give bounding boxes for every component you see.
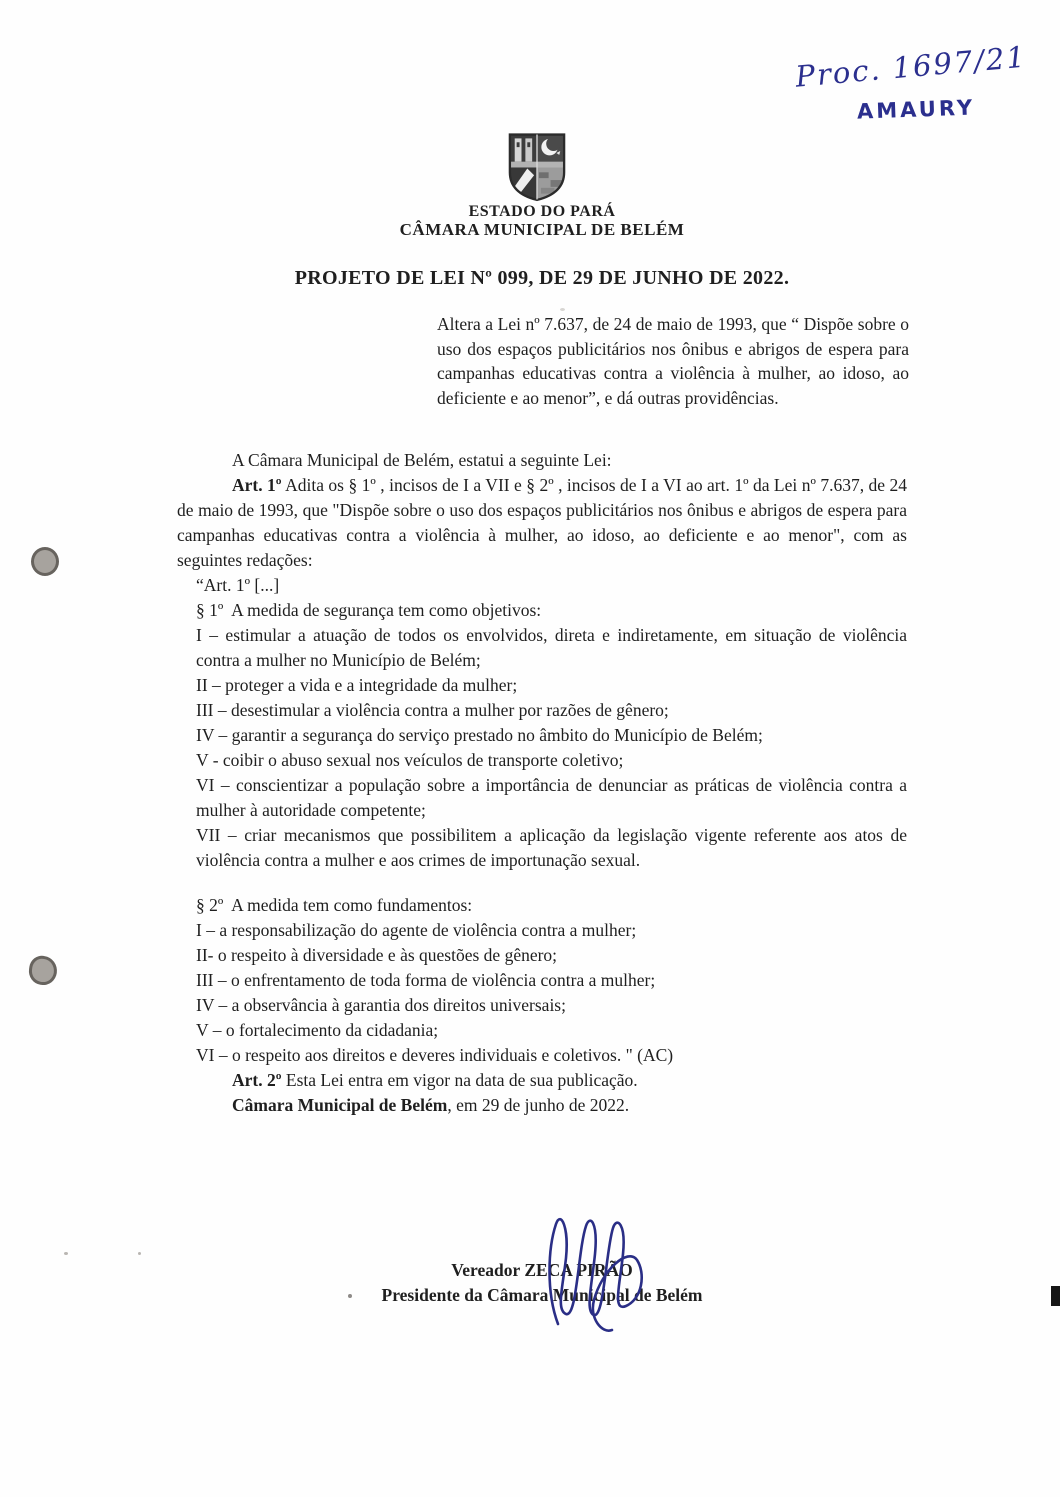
paragraph-1-heading (196, 598, 907, 623)
scan-speck (560, 308, 565, 311)
chamber-name: CÂMARA MUNICIPAL DE BELÉM (399, 220, 685, 239)
objetivo-item: IV – garantir a segurança do serviço prestado no âmbito do Município de Belém; (196, 725, 763, 745)
paragraph-2-label: § 2º (196, 895, 224, 915)
fundamento-item: II- o respeito à diversidade e às questões de gênero; (196, 945, 558, 965)
punch-hole-mark (27, 954, 59, 987)
article-2-text: Esta Lei entra em vigor na data de sua publicação. (285, 1070, 638, 1090)
objetivo-item: III – desestimular a violência contra a mulher por razões de gênero; (196, 700, 669, 720)
scan-edge-artifact (1051, 1286, 1060, 1306)
paragraph-1-text: A medida de segurança tem como objetivos: (231, 600, 542, 620)
article-2-label: Art. 2º (232, 1070, 282, 1090)
fundamento-item: VI – o respeito aos direitos e deveres individuais e coletivos. " (AC) (196, 1045, 674, 1065)
signer-name: Vereador ZECA PIRÃO (451, 1260, 633, 1280)
objetivo-item: VII – criar mecanismos que possibilitem a aplicação da legislação vigente referente aos atos de violência contra a mulher e aos crimes de importunação sexual. (196, 825, 907, 870)
ementa-paragraph: Altera a Lei nº 7.637, de 24 de maio de 1993, que “ Dispõe sobre o uso dos espaços publicitários nos ônibus e abrigos de espera para campanhas educativas contra a violência à mulher, ao idoso, ao deficiente e ao menor”, e dá outras providências. (437, 314, 909, 408)
punch-hole-mark (31, 547, 59, 576)
belem-coat-of-arms-icon (506, 131, 568, 202)
handwritten-annotation (794, 39, 1060, 124)
article-1-paragraph (177, 473, 907, 573)
article-1-label: Art. 1º (232, 475, 282, 495)
paragraph-1-label: § 1º (196, 600, 224, 620)
closing-date-line (177, 1093, 907, 1118)
closing-date: , em 29 de junho de 2022. (447, 1095, 630, 1115)
objetivo-item: I – estimular a atuação de todos os envolvidos, direta e indiretamente, em situação de violência contra a mulher no Município de Belém; (196, 625, 907, 670)
signer-role: Presidente da Câmara Municipal de Belém (381, 1285, 703, 1305)
article-1-text: Adita os § 1º , incisos de I a VII e § 2º , incisos de I a VI ao art. 1º da Lei nº 7.637, de 24 de maio de 1993, que "Dispõe sobre o uso dos espaços publicitários nos ônibus e abrigos de espera para campanhas educativas contra a violência à mulher, ao idoso, ao deficiente e ao menor", com as seguintes redações: (177, 475, 907, 570)
author-name-handwriting: AMAURY (856, 95, 976, 124)
document-title: PROJETO DE LEI Nº 099, DE 29 DE JUNHO DE 2022. (294, 267, 790, 289)
quote-opening-line: “Art. 1º [...] (196, 575, 280, 595)
objetivo-item: II – proteger a vida e a integridade da mulher; (196, 675, 518, 695)
paragraph-2-heading (196, 893, 907, 918)
process-number-handwriting: Proc. 1697/21 (794, 39, 1029, 94)
fundamento-item: III – o enfrentamento de toda forma de violência contra a mulher; (196, 970, 656, 990)
scan-speck (138, 1252, 141, 1255)
handwritten-signature (536, 1212, 648, 1338)
scan-speck (64, 1252, 68, 1255)
objetivo-item: V - coibir o abuso sexual nos veículos de transporte coletivo; (196, 750, 624, 770)
paragraph-2-text: A medida tem como fundamentos: (231, 895, 473, 915)
quoted-amendment-block (196, 573, 907, 1068)
state-name: ESTADO DO PARÁ (468, 203, 616, 220)
preamble-paragraph: A Câmara Municipal de Belém, estatui a seguinte Lei: (232, 450, 612, 470)
fundamento-item: IV – a observância à garantia dos direitos universais; (196, 995, 566, 1015)
fundamento-item: I – a responsabilização do agente de violência contra a mulher; (196, 920, 637, 940)
objetivo-item: VI – conscientizar a população sobre a importância de denunciar as práticas de violência contra a mulher à autoridade competente; (196, 775, 907, 820)
document-body (177, 448, 907, 1118)
fundamento-item: V – o fortalecimento da cidadania; (196, 1020, 439, 1040)
article-2-paragraph (177, 1068, 907, 1093)
scan-speck (348, 1294, 352, 1298)
institution-header (12, 203, 1060, 239)
closing-place: Câmara Municipal de Belém (232, 1095, 448, 1115)
